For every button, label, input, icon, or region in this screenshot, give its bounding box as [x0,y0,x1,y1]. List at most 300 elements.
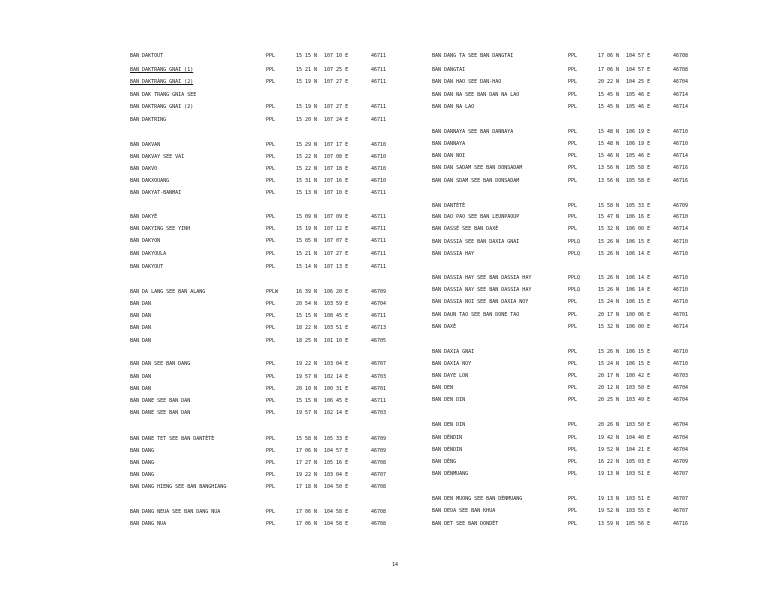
latitude: 15 21 N [296,251,318,257]
place-name: BAN DASSIA HAY SEE BAN DASSIA HAY [432,275,532,281]
longitude: 107 12 E [324,226,349,232]
longitude: 107 27 E [324,104,349,110]
map-code: 46710 [673,349,689,355]
map-code: 46716 [673,165,689,171]
map-code: 46709 [371,289,387,295]
map-code: 46704 [673,422,689,428]
latitude: 19 52 N [598,508,620,514]
map-code: 46716 [673,178,689,184]
feature-type: PPL [568,459,578,465]
latitude: 18 22 N [296,325,318,331]
map-code: 46704 [673,435,689,441]
longitude: 103 59 E [324,301,349,307]
latitude: 15 19 N [296,79,318,85]
feature-type: PPL [568,521,578,527]
map-code: 46710 [673,287,689,293]
list-item [432,238,722,246]
list-item [130,153,420,161]
list-item [130,189,420,197]
feature-type: PPL [568,141,578,147]
longitude: 104 58 E [324,509,349,515]
longitude: 105 46 E [626,153,651,159]
latitude: 16 39 N [296,289,318,295]
list-item [130,471,420,479]
place-name: BAN DANNAYA [432,141,466,147]
longitude: 104 40 E [626,435,651,441]
list-item [130,324,420,332]
place-name: BAN DAYE LON [432,373,469,379]
feature-type: PPL [266,53,276,59]
list-item [130,225,420,233]
map-code: 46707 [673,508,689,514]
latitude: 17 06 N [598,53,620,59]
place-name: BAN DASSIA HAY [432,251,475,257]
longitude: 106 19 E [626,129,651,135]
feature-type: PPL [266,361,276,367]
place-name: BAN DAK TRANG GNIA SEE [130,92,197,98]
longitude: 104 57 E [626,67,651,73]
place-name: BAN DÈNDIN [432,435,463,441]
feature-type: PPL [266,325,276,331]
map-code: 46704 [371,301,387,307]
feature-type: PPL [266,178,276,184]
latitude: 15 21 N [296,67,318,73]
list-item [432,360,722,368]
latitude: 19 22 N [296,361,318,367]
latitude: 17 06 N [598,67,620,73]
longitude: 106 19 E [626,141,651,147]
place-name: BAN DAKTRANG GNAI (2) [130,79,194,85]
latitude: 20 17 N [598,373,620,379]
longitude: 103 55 E [626,508,651,514]
list-item [432,458,722,466]
list-item [432,140,722,148]
place-name: BAN DÈNMUANG [432,471,469,477]
longitude: 107 17 E [324,142,349,148]
map-code: 46711 [371,251,387,257]
place-name: BAN DANG NEUA SEE BAN DANG NUA [130,509,221,515]
feature-type: PPL [568,67,578,73]
place-name: BAN DEN [432,385,454,391]
longitude: 104 57 E [626,53,651,59]
longitude: 106 16 E [626,214,651,220]
feature-type: PPL [568,299,578,305]
list-item [432,421,722,429]
list-item [130,373,420,381]
longitude: 100 42 E [626,373,651,379]
latitude: 17 27 N [296,460,318,466]
list-item [432,66,722,74]
map-code: 46711 [371,238,387,244]
longitude: 105 56 E [626,521,651,527]
latitude: 20 10 N [296,386,318,392]
feature-type: PPL [568,214,578,220]
longitude: 106 15 E [626,239,651,245]
map-code: 46711 [371,398,387,404]
map-code: 46711 [371,79,387,85]
feature-type: PPL [266,509,276,515]
feature-type: PPL [568,203,578,209]
list-item [130,116,420,124]
place-name: BAN DAN [130,374,152,380]
place-name: BAN DAKVO [130,166,158,172]
place-name: BAN DAXÈ [432,324,457,330]
place-name: BAN DAO PAO SEE BAN LEUNPAOUP [432,214,520,220]
place-name: BAN DAKVAN [130,142,161,148]
latitude: 15 13 N [296,190,318,196]
latitude: 15 19 N [296,104,318,110]
longitude: 100 31 E [324,386,349,392]
map-code: 46710 [371,142,387,148]
latitude: 19 57 N [296,374,318,380]
feature-type: PPL [266,484,276,490]
feature-type: PPL [568,422,578,428]
place-name: BAN DAN [130,338,152,344]
latitude: 15 58 N [296,436,318,442]
latitude: 13 59 N [598,521,620,527]
place-name: BAN DAN [130,325,152,331]
place-name: BAN DANE SEE BAN DAN [130,398,191,404]
place-name: BAN DAN [130,313,152,319]
place-name: BAN DAN NOI [432,153,466,159]
feature-type: PPL [568,226,578,232]
feature-type: PPL [266,448,276,454]
longitude: 105 33 E [324,436,349,442]
list-item [130,337,420,345]
place-name: BAN DANG [130,460,155,466]
feature-type: PPL [266,166,276,172]
latitude: 13 56 N [598,165,620,171]
longitude: 107 10 E [324,53,349,59]
feature-type: PPL [266,264,276,270]
longitude: 104 57 E [324,448,349,454]
longitude: 107 27 E [324,251,349,257]
latitude: 18 25 N [296,338,318,344]
feature-type: PPL [266,472,276,478]
place-name: BAN DAXIA NOY [432,361,472,367]
longitude: 107 13 E [324,264,349,270]
place-name: BAN DANE TET SEE BAN DANTÈTÈ [130,436,215,442]
latitude: 15 24 N [598,361,620,367]
feature-type: PPL [266,67,276,73]
longitude: 105 58 E [626,178,651,184]
list-item [130,141,420,149]
place-name: BAN DA LANG SEE BAN ALANG [130,289,206,295]
latitude: 20 25 N [598,397,620,403]
latitude: 19 13 N [598,471,620,477]
longitude: 106 14 E [626,287,651,293]
place-name: BAN DEOA SEE BAN KHUA [432,508,496,514]
longitude: 105 16 E [324,460,349,466]
list-item [432,396,722,404]
map-code: 46710 [673,129,689,135]
place-name: BAN DAUN TAO SEE BAN DONE TAO [432,312,520,318]
latitude: 15 26 N [598,239,620,245]
latitude: 19 42 N [598,435,620,441]
list-item [432,52,722,60]
feature-type: PPL [266,301,276,307]
latitude: 15 45 N [598,104,620,110]
map-code: 46701 [371,386,387,392]
place-name: BAN DAN NA SEE BAN DAN NA LAO [432,92,520,98]
longitude: 105 46 E [626,92,651,98]
list-item [432,495,722,503]
list-item [130,165,420,173]
list-item [130,397,420,405]
list-item [432,311,722,319]
latitude: 15 48 N [598,129,620,135]
longitude: 103 51 E [324,325,349,331]
feature-type: PPL [266,238,276,244]
latitude: 15 05 N [296,238,318,244]
longitude: 106 15 E [626,299,651,305]
latitude: 15 32 N [598,226,620,232]
longitude: 104 21 E [626,447,651,453]
feature-type: PPL [568,435,578,441]
latitude: 17 06 N [296,509,318,515]
map-code: 46707 [673,496,689,502]
list-item [130,103,420,111]
feature-type: PPL [568,53,578,59]
feature-type: PPL [266,117,276,123]
latitude: 15 19 N [296,226,318,232]
place-name: BAN DAN [130,386,152,392]
longitude: 103 51 E [626,496,651,502]
list-item [432,274,722,282]
map-code: 46704 [673,385,689,391]
place-name: BAN DANG NUA [130,521,167,527]
feature-type: PPL [266,386,276,392]
map-code: 46711 [371,214,387,220]
list-item [432,520,722,528]
map-code: 46703 [371,374,387,380]
longitude: 107 18 E [324,166,349,172]
map-code: 46709 [673,203,689,209]
map-code: 46704 [673,397,689,403]
latitude: 15 26 N [598,275,620,281]
place-name: BAN DAKYOULA [130,251,167,257]
list-item [130,78,420,86]
feature-type: PPL [266,190,276,196]
list-item [130,435,420,443]
list-item [130,177,420,185]
map-code: 46708 [371,521,387,527]
longitude: 106 15 E [626,349,651,355]
place-name: BAN DAKYÈ [130,214,158,220]
map-code: 46707 [371,361,387,367]
list-item [130,300,420,308]
place-name: BAN DEN DIN [432,422,466,428]
latitude: 15 20 N [296,117,318,123]
place-name: BAN DANGTAI [432,67,466,73]
place-name: BAN DAKXOUANG [130,178,170,184]
latitude: 15 26 N [598,287,620,293]
place-name: BAN DAKTRANG GNAI (1) [130,67,194,73]
map-code: 46714 [673,92,689,98]
feature-type: PPL [568,324,578,330]
longitude: 105 03 E [626,459,651,465]
list-item [130,52,420,60]
place-name: BAN DÈNG [432,459,457,465]
latitude: 15 22 N [296,154,318,160]
latitude: 15 29 N [296,142,318,148]
longitude: 106 00 E [626,324,651,330]
feature-type: PPL [266,436,276,442]
map-code: 46710 [673,251,689,257]
place-name: BAN DASSIA NOI SEE BAN DAXIA NOY [432,299,529,305]
map-code: 46710 [673,239,689,245]
feature-type: PPL [568,165,578,171]
feature-type: PPL [568,361,578,367]
map-code: 46704 [673,79,689,85]
list-item [432,164,722,172]
place-name: BAN DANG [130,472,155,478]
feature-type: PPL [568,496,578,502]
list-item [432,348,722,356]
map-code: 46709 [673,459,689,465]
longitude: 101 10 E [324,338,349,344]
map-code: 46707 [371,472,387,478]
list-item [130,520,420,528]
latitude: 17 18 N [296,484,318,490]
longitude: 107 24 E [324,117,349,123]
longitude: 105 46 E [626,104,651,110]
map-code: 46714 [673,226,689,232]
longitude: 103 04 E [324,472,349,478]
list-item [130,508,420,516]
feature-type: PPL [568,104,578,110]
list-item [130,66,420,74]
map-code: 46711 [371,53,387,59]
longitude: 105 33 E [626,203,651,209]
longitude: 104 58 E [324,521,349,527]
list-item [130,312,420,320]
feature-type: PPL [568,508,578,514]
latitude: 19 13 N [598,496,620,502]
latitude: 15 15 N [296,313,318,319]
map-code: 46710 [673,361,689,367]
longitude: 106 20 E [324,289,349,295]
latitude: 16 22 N [598,459,620,465]
map-code: 46710 [673,214,689,220]
feature-type: PPL [266,460,276,466]
longitude: 102 14 E [324,374,349,380]
map-code: 46711 [371,190,387,196]
longitude: 105 58 E [626,165,651,171]
place-name: BAN DAN SEE BAN DANG [130,361,191,367]
feature-type: PPL [568,178,578,184]
latitude: 15 22 N [296,166,318,172]
map-code: 46708 [371,509,387,515]
list-item [432,298,722,306]
feature-type: PPL [266,226,276,232]
map-code: 46711 [371,226,387,232]
list-item [432,213,722,221]
longitude: 106 45 E [324,398,349,404]
place-name: BAN DAKTRANG GNAI (2) [130,104,194,110]
longitude: 107 27 E [324,79,349,85]
latitude: 13 56 N [598,178,620,184]
list-item [130,360,420,368]
feature-type: PPL [568,79,578,85]
list-item [432,507,722,515]
place-name: BAN DAKYOUT [130,264,164,270]
list-item [432,372,722,380]
list-item [130,237,420,245]
feature-type: PPL [266,154,276,160]
list-item [432,202,722,210]
map-code: 46714 [673,324,689,330]
list-item [432,470,722,478]
place-name: BAN DAKTRING [130,117,167,123]
list-item [130,483,420,491]
feature-type: PPL [266,338,276,344]
map-code: 46713 [371,325,387,331]
list-item [432,128,722,136]
longitude: 104 25 E [626,79,651,85]
place-name: BAN DASSIA SEE BAN DAXIA GNAI [432,239,520,245]
feature-type: PPL [266,521,276,527]
feature-type: PPL [568,92,578,98]
map-code: 46705 [371,338,387,344]
latitude: 19 57 N [296,410,318,416]
list-item [130,447,420,455]
list-item [130,385,420,393]
latitude: 15 09 N [296,214,318,220]
latitude: 20 17 N [598,312,620,318]
feature-type: PPLQ [568,275,581,281]
place-name: BAN DANG TA SEE BAN DANGTAI [432,53,514,59]
feature-type: PPL [568,129,578,135]
list-item [130,459,420,467]
feature-type: PPL [266,79,276,85]
list-item [432,78,722,86]
place-name: BAN DAKYAT-BANMAI [130,190,182,196]
map-code: 46714 [673,153,689,159]
map-code: 46710 [673,275,689,281]
place-name: BAN DANG [130,448,155,454]
list-item [432,384,722,392]
latitude: 17 06 N [296,448,318,454]
longitude: 107 10 E [324,190,349,196]
latitude: 15 46 N [598,153,620,159]
latitude: 15 48 N [598,141,620,147]
latitude: 19 52 N [598,447,620,453]
map-code: 46710 [371,178,387,184]
map-code: 46711 [371,264,387,270]
feature-type: PPL [568,471,578,477]
map-code: 46703 [371,410,387,416]
list-item [432,225,722,233]
feature-type: PPL [568,312,578,318]
place-name: BAN DAN SADAM SEE BAN DONSADAM [432,165,523,171]
map-code: 46711 [371,117,387,123]
longitude: 103 50 E [626,385,651,391]
longitude: 107 08 E [324,154,349,160]
place-name: BAN DANTÈTÈ [432,203,466,209]
map-code: 46716 [673,521,689,527]
place-name: BAN DAN NA LAO [432,104,475,110]
map-code: 46710 [673,141,689,147]
page-number: 14 [392,562,399,568]
feature-type: PPL [266,398,276,404]
latitude: 20 54 N [296,301,318,307]
feature-type: PPL [266,374,276,380]
list-item [130,263,420,271]
longitude: 107 07 E [324,238,349,244]
list-item [432,286,722,294]
list-item [432,434,722,442]
